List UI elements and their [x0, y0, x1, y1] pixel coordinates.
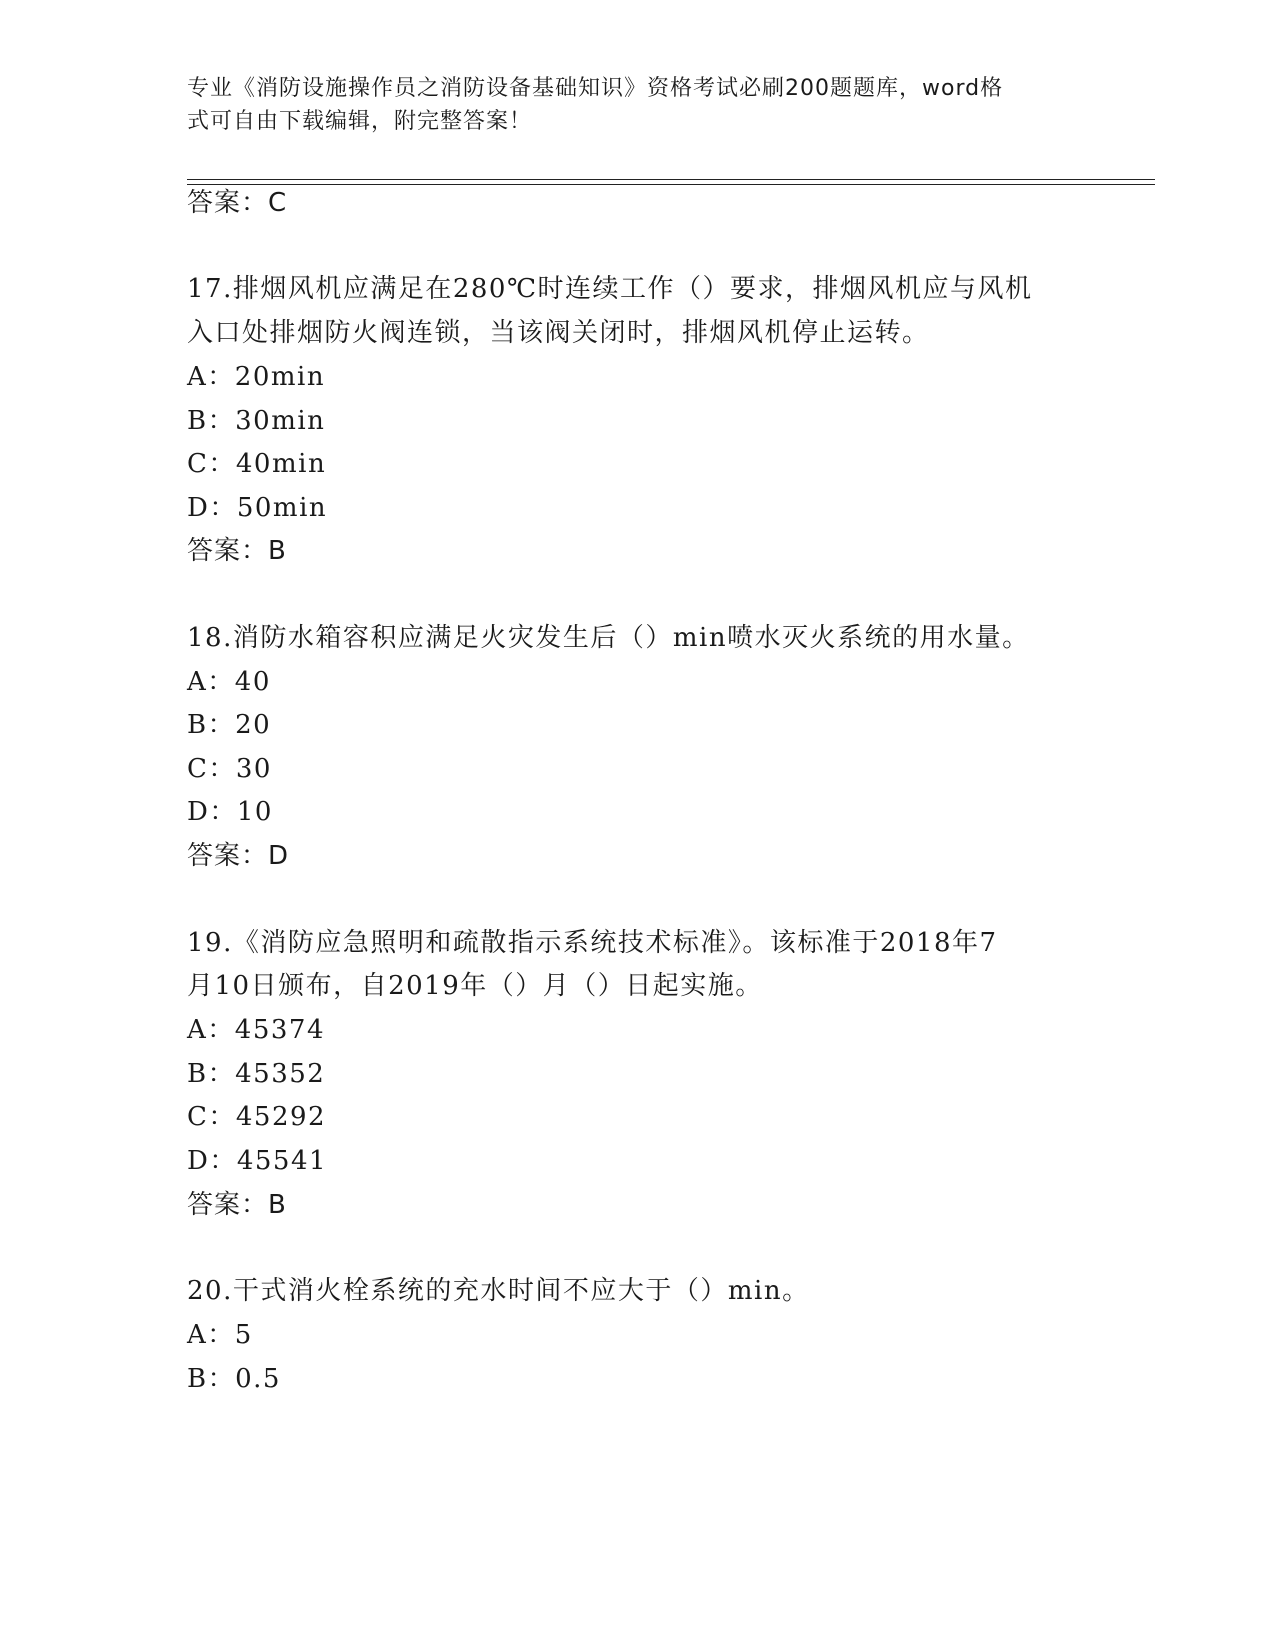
question-19-option-a: A：45374: [187, 1015, 325, 1045]
question-18-option-c: C：30: [187, 754, 272, 784]
question-17-option-d: D：50min: [187, 493, 328, 523]
question-17-option-b: B：30min: [187, 406, 326, 436]
question-19-option-c: C：45292: [187, 1102, 327, 1132]
question-17-option-c: C：40min: [187, 449, 327, 479]
question-19-option-d: D：45541: [187, 1146, 328, 1176]
question-18-stem-line-1: 18.消防水箱容积应满足火灾发生后（）min喷水灭火系统的用水量。: [187, 623, 1030, 653]
question-18-option-d: D：10: [187, 797, 273, 827]
header-divider-bottom: [187, 184, 1155, 185]
question-18-option-a: A：40: [187, 667, 271, 697]
header-divider-top: [187, 179, 1155, 180]
question-19-answer: 答案：B: [187, 1190, 287, 1220]
question-17-stem-line-2: 入口处排烟防火阀连锁，当该阀关闭时，排烟风机停止运转。: [187, 318, 930, 348]
question-20-stem-line-1: 20.干式消火栓系统的充水时间不应大于（）min。: [187, 1276, 810, 1306]
question-19-stem-line-2: 月10日颁布，自2019年（）月（）日起实施。: [187, 971, 763, 1001]
question-19-stem-line-1: 19.《消防应急照明和疏散指示系统技术标准》。该标准于2018年7: [187, 928, 998, 958]
header-line-1: 专业《消防设施操作员之消防设备基础知识》资格考试必刷200题题库，word格: [187, 76, 1004, 101]
header-line-2: 式可自由下载编辑，附完整答案！: [187, 109, 533, 134]
question-19-option-b: B：45352: [187, 1059, 326, 1089]
question-18-option-b: B：20: [187, 710, 272, 740]
question-17-answer: 答案：B: [187, 536, 287, 566]
question-18-answer: 答案：D: [187, 841, 290, 871]
answer-line: 答案：C: [187, 188, 288, 218]
question-17-stem-line-1: 17.排烟风机应满足在280℃时连续工作（）要求，排烟风机应与风机: [187, 274, 1033, 304]
question-20-option-b: B：0.5: [187, 1364, 281, 1394]
question-20-option-a: A：5: [187, 1320, 253, 1350]
document-header: [187, 72, 1067, 138]
question-17-option-a: A：20min: [187, 362, 326, 392]
